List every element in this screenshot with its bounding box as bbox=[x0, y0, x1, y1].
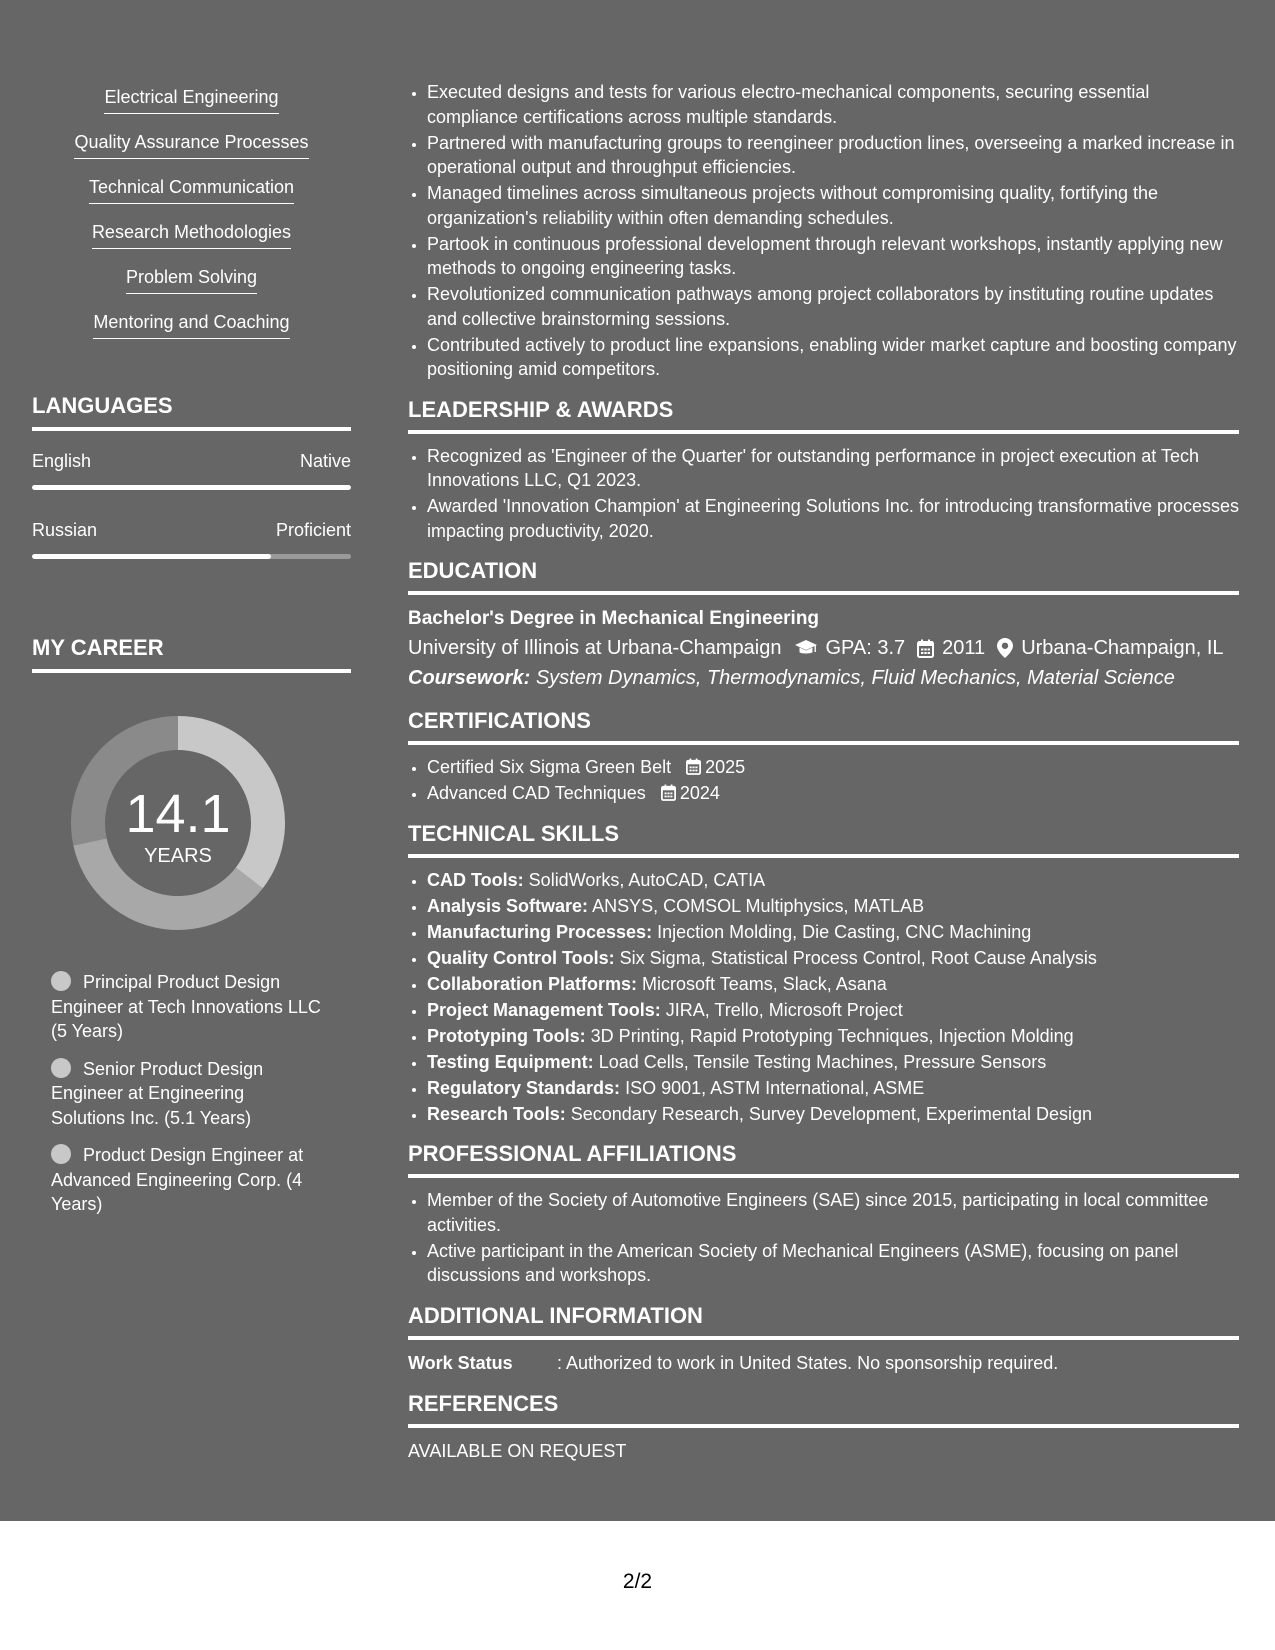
career-total-years: 14.1 bbox=[125, 784, 231, 844]
language-proficiency-bar bbox=[32, 485, 351, 490]
skill-tag: Quality Assurance Processes bbox=[74, 131, 308, 159]
technical-skills-heading: TECHNICAL SKILLS bbox=[408, 821, 1239, 858]
language-level: Proficient bbox=[275, 520, 351, 540]
affiliations-heading: PROFESSIONAL AFFILIATIONS bbox=[408, 1141, 1239, 1178]
education-heading: EDUCATION bbox=[408, 558, 1239, 595]
technical-skill-item bbox=[427, 1102, 1239, 1127]
calendar-icon bbox=[686, 758, 701, 775]
technical-skill-item bbox=[427, 868, 1239, 893]
references-heading: REFERENCES bbox=[408, 1391, 1239, 1428]
language-item bbox=[32, 519, 351, 559]
gpa: GPA: 3.7 bbox=[825, 637, 906, 659]
skill-category: Prototyping Tools: bbox=[427, 1025, 586, 1046]
skill-values: ISO 9001, ASTM International, ASME bbox=[625, 1077, 925, 1098]
career-item bbox=[51, 970, 321, 1044]
experience-bullet: • Executed designs and tests for various electro-mechanical components, securing essential compliance certifications across multiple standards. bbox=[427, 80, 1239, 129]
career-heading: MY CAREER bbox=[32, 635, 351, 673]
legend-dot bbox=[51, 1058, 71, 1078]
career-item-text: Senior Product Design Engineer at Engineering Solutions Inc. (5.1 Years) bbox=[51, 1058, 264, 1128]
location-pin-icon bbox=[997, 638, 1013, 658]
skill-tag: Mentoring and Coaching bbox=[93, 311, 289, 339]
career-donut-chart bbox=[65, 710, 291, 936]
leadership-item: • Awarded 'Innovation Champion' at Engineering Solutions Inc. for introducing transformative processes impacting productivity, 2020. bbox=[427, 494, 1239, 543]
skill-values: ANSYS, COMSOL Multiphysics, MATLAB bbox=[592, 895, 925, 916]
certification-item bbox=[427, 781, 1239, 806]
certifications-list bbox=[408, 755, 1239, 806]
school-name: University of Illinois at Urbana-Champaign bbox=[408, 637, 782, 659]
graduation-year: 2011 bbox=[942, 637, 986, 659]
experience-bullet: • Partnered with manufacturing groups to reengineer production lines, overseeing a marked increase in operational output and throughput efficiencies. bbox=[427, 131, 1239, 180]
experience-bullet: • Partook in continuous professional development through relevant workshops, instantly applying new methods to ongoing engineering tasks. bbox=[427, 232, 1239, 281]
experience-bullet: • Revolutionized communication pathways among project collaborators by instituting routine updates and collective brainstorming sessions. bbox=[427, 282, 1239, 331]
career-list bbox=[51, 970, 321, 1230]
coursework-label: Coursework: bbox=[408, 667, 531, 689]
certification-year: 2024 bbox=[679, 783, 720, 803]
skill-category: Quality Control Tools: bbox=[427, 947, 615, 968]
technical-skill-item bbox=[427, 1076, 1239, 1101]
skill-values: SolidWorks, AutoCAD, CATIA bbox=[528, 869, 766, 890]
leadership-list bbox=[408, 444, 1239, 544]
certification-item bbox=[427, 755, 1239, 780]
language-name: English bbox=[32, 451, 92, 471]
education-location: Urbana-Champaign, IL bbox=[1021, 637, 1224, 659]
technical-skill-item bbox=[427, 920, 1239, 945]
references-text: AVAILABLE ON REQUEST bbox=[408, 1440, 627, 1461]
career-item bbox=[51, 1143, 321, 1217]
skill-tag: Problem Solving bbox=[126, 266, 257, 294]
technical-skill-item bbox=[427, 998, 1239, 1023]
skill-tag: Research Methodologies bbox=[92, 221, 291, 249]
skill-category: Project Management Tools: bbox=[427, 999, 661, 1020]
technical-skill-item bbox=[427, 946, 1239, 971]
language-proficiency-fill bbox=[32, 485, 351, 490]
skill-values: Load Cells, Tensile Testing Machines, Pressure Sensors bbox=[598, 1051, 1047, 1072]
skill-category: Regulatory Standards: bbox=[427, 1077, 621, 1098]
coursework-list: System Dynamics, Thermodynamics, Fluid Mechanics, Material Science bbox=[535, 667, 1175, 689]
technical-skills-list bbox=[408, 868, 1239, 1127]
technical-skill-item bbox=[427, 972, 1239, 997]
calendar-icon bbox=[661, 784, 676, 801]
career-item-text: Product Design Engineer at Advanced Engineering Corp. (4 Years) bbox=[51, 1145, 304, 1214]
skill-values: JIRA, Trello, Microsoft Project bbox=[665, 999, 903, 1020]
degree-title: Bachelor's Degree in Mechanical Engineering bbox=[408, 608, 820, 629]
technical-skill-item bbox=[427, 1050, 1239, 1075]
work-status-value: : Authorized to work in United States. No sponsorship required. bbox=[557, 1352, 1059, 1373]
language-level: Native bbox=[299, 451, 351, 471]
page-number: 2/2 bbox=[622, 1570, 653, 1593]
graduation-cap-icon bbox=[794, 639, 818, 657]
skill-values: 3D Printing, Rapid Prototyping Techniques, Injection Molding bbox=[590, 1025, 1074, 1046]
language-proficiency-fill bbox=[32, 554, 271, 559]
work-status-label: Work Status bbox=[408, 1352, 513, 1373]
language-item bbox=[32, 450, 351, 490]
leadership-item: • Recognized as 'Engineer of the Quarter' for outstanding performance in project execution at Tech Innovations LLC, Q1 2023. bbox=[427, 444, 1239, 493]
education-details bbox=[408, 633, 1239, 663]
career-item bbox=[51, 1057, 321, 1131]
skill-category: Collaboration Platforms: bbox=[427, 973, 638, 994]
skill-values: Injection Molding, Die Casting, CNC Machining bbox=[657, 921, 1032, 942]
languages-heading: LANGUAGES bbox=[32, 393, 351, 431]
certification-name: Certified Six Sigma Green Belt bbox=[427, 757, 672, 777]
affiliation-item: • Active participant in the American Society of Mechanical Engineers (ASME), focusing on panel discussions and workshops. bbox=[427, 1239, 1239, 1288]
skills-list bbox=[32, 86, 351, 356]
skill-values: Microsoft Teams, Slack, Asana bbox=[642, 973, 887, 994]
skill-category: Research Tools: bbox=[427, 1103, 566, 1124]
skill-category: Manufacturing Processes: bbox=[427, 921, 653, 942]
certification-name: Advanced CAD Techniques bbox=[427, 783, 646, 803]
leadership-heading: LEADERSHIP & AWARDS bbox=[408, 397, 1239, 434]
certifications-heading: CERTIFICATIONS bbox=[408, 708, 1239, 745]
technical-skill-item bbox=[427, 1024, 1239, 1049]
calendar-icon bbox=[917, 639, 934, 658]
skill-category: Analysis Software: bbox=[427, 895, 589, 916]
technical-skill-item bbox=[427, 894, 1239, 919]
skill-category: CAD Tools: bbox=[427, 869, 524, 890]
experience-bullet: • Contributed actively to product line expansions, enabling wider market capture and boosting company positioning amid competitors. bbox=[427, 333, 1239, 382]
additional-info-heading: ADDITIONAL INFORMATION bbox=[408, 1303, 1239, 1340]
language-proficiency-bar bbox=[32, 554, 351, 559]
experience-bullet: • Managed timelines across simultaneous projects without compromising quality, fortifying the organization's reliability within often demanding schedules. bbox=[427, 181, 1239, 230]
affiliations-list bbox=[408, 1188, 1239, 1288]
certification-year: 2025 bbox=[705, 757, 746, 777]
skill-tag: Technical Communication bbox=[89, 176, 294, 204]
skill-category: Testing Equipment: bbox=[427, 1051, 594, 1072]
career-item-text: Principal Product Design Engineer at Tech Innovations LLC (5 Years) bbox=[51, 972, 321, 1041]
language-name: Russian bbox=[32, 520, 98, 540]
right-column bbox=[408, 80, 1239, 1464]
skill-values: Six Sigma, Statistical Process Control, Root Cause Analysis bbox=[619, 947, 1097, 968]
career-years-label: YEARS bbox=[144, 845, 212, 867]
experience-bullets bbox=[408, 80, 1239, 382]
legend-dot bbox=[51, 1144, 71, 1164]
skill-tag: Electrical Engineering bbox=[104, 86, 278, 114]
skill-values: Secondary Research, Survey Development, Experimental Design bbox=[570, 1103, 1092, 1124]
work-status-row bbox=[408, 1350, 1239, 1376]
legend-dot bbox=[51, 971, 71, 991]
affiliation-item: • Member of the Society of Automotive Engineers (SAE) since 2015, participating in local committee activities. bbox=[427, 1188, 1239, 1237]
coursework bbox=[408, 663, 1239, 693]
